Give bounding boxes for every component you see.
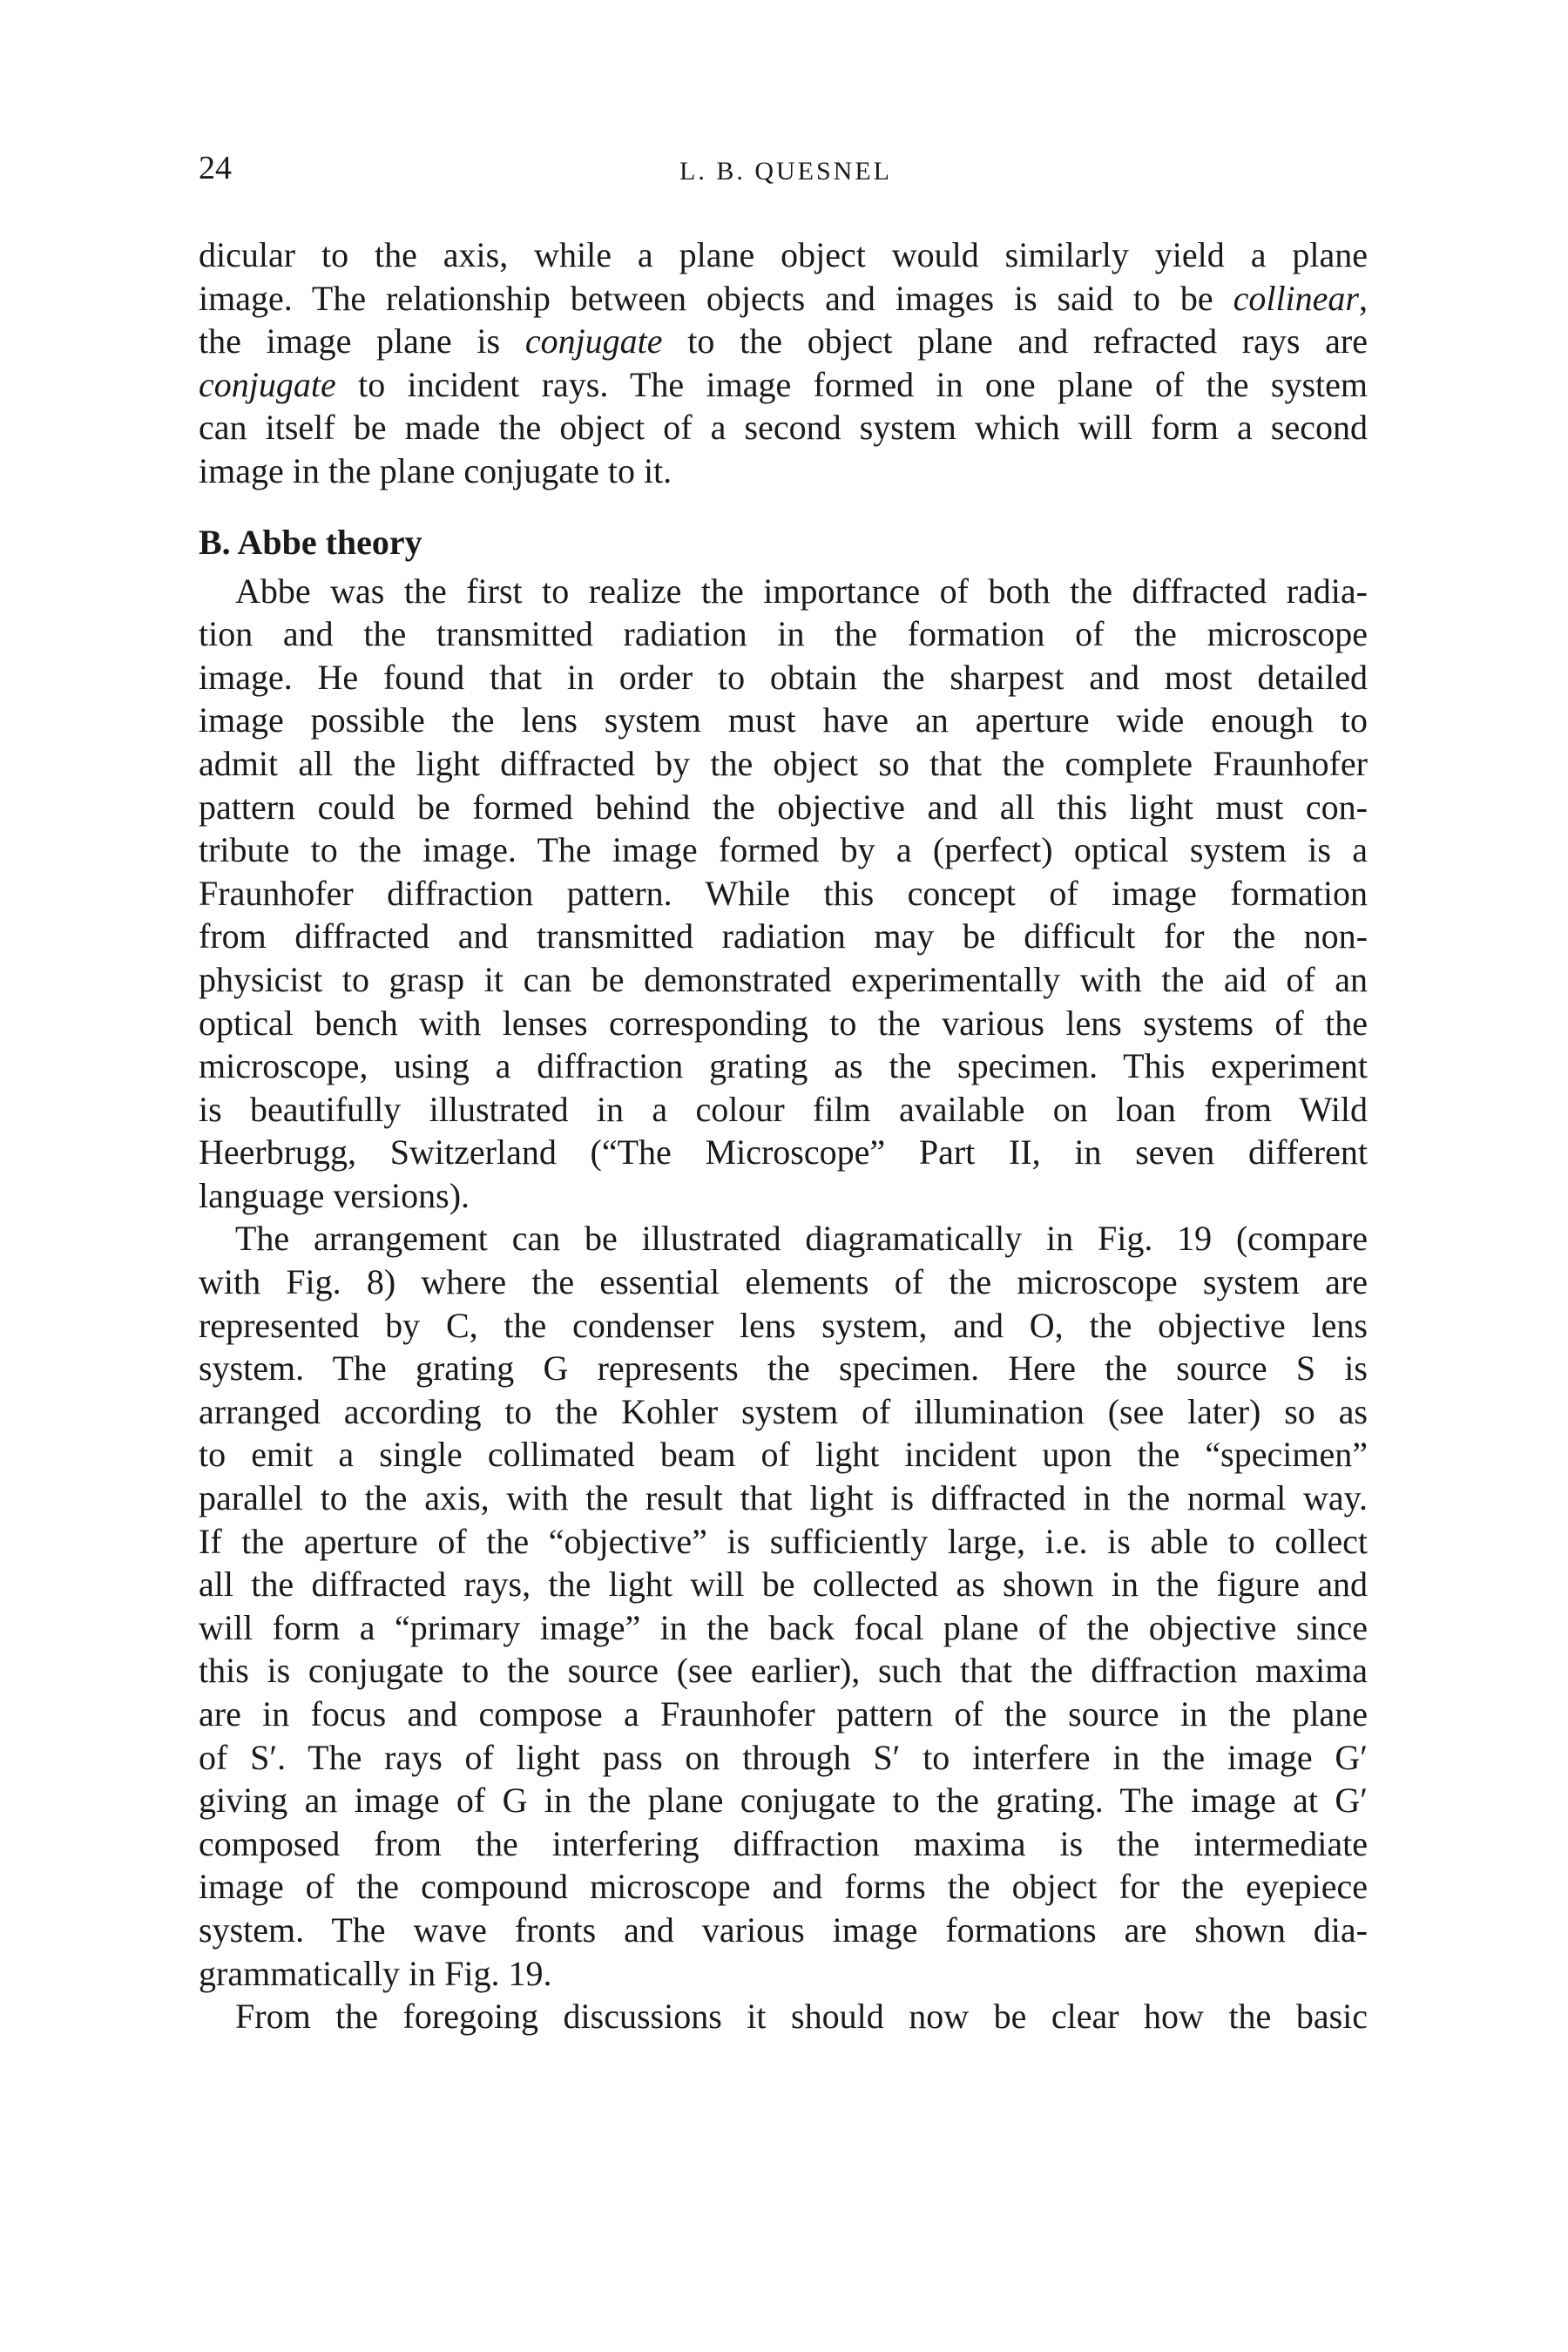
running-title: L. B. QUESNEL	[679, 157, 892, 186]
text-line: If the aperture of the “objective” is sufficiently large, i.e. is able to collect	[199, 1521, 1368, 1561]
italic-term: collinear	[1233, 278, 1359, 318]
text-line: conjugate to incident rays. The image formed in one plane of the system	[199, 364, 1368, 404]
italic-term: conjugate	[199, 364, 336, 404]
text-line: of S′. The rays of light pass on through S′ to interfere in the image G′	[199, 1737, 1368, 1777]
text-line: language versions).	[199, 1175, 470, 1215]
text-line: will form a “primary image” in the back focal plane of the objective since	[199, 1607, 1368, 1647]
text-line: system. The wave fronts and various image formations are shown dia-	[199, 1909, 1368, 1950]
running-head	[0, 146, 1568, 190]
text-line: image. The relationship between objects and images is said to be collinear,	[199, 278, 1368, 318]
text-line: all the diffracted rays, the light will be collected as shown in the figure and	[199, 1565, 1368, 1605]
text-line: image in the plane conjugate to it.	[199, 450, 672, 490]
text-line: system. The grating G represents the specimen. Here the source S is	[199, 1348, 1368, 1389]
text-line: are in focus and compose a Fraunhofer pattern of the source in the plane	[199, 1694, 1368, 1734]
text-line: the image plane is conjugate to the object plane and refracted rays are	[199, 321, 1368, 362]
text-line: from diffracted and transmitted radiation may be difficult for the non-	[199, 916, 1368, 956]
text-line: image possible the lens system must have an aperture wide enough to	[199, 700, 1368, 740]
paragraph-2	[199, 570, 1368, 1218]
page-number: 24	[199, 150, 232, 186]
text-line: pattern could be formed behind the objective and all this light must con-	[199, 787, 1368, 827]
section-heading: B. Abbe theory	[199, 522, 422, 562]
text-line: tion and the transmitted radiation in the formation of the microscope	[199, 614, 1368, 654]
paragraph-4	[199, 1995, 1368, 2038]
text-line: parallel to the axis, with the result that light is diffracted in the normal way.	[199, 1478, 1368, 1518]
text-line: this is conjugate to the source (see earlier), such that the diffraction maxima	[199, 1651, 1368, 1691]
text-line: represented by C, the condenser lens system, and O, the objective lens	[199, 1305, 1368, 1345]
text-line: From the foregoing discussions it should now be clear how the basic	[235, 1997, 1368, 2037]
text-line: admit all the light diffracted by the object so that the complete Fraunhofer	[199, 743, 1368, 783]
text-line: with Fig. 8) where the essential elements of the microscope system are	[199, 1262, 1368, 1302]
paragraph-3	[199, 1217, 1368, 1995]
text-line: dicular to the axis, while a plane object would similarly yield a plane	[199, 235, 1368, 274]
paragraph-1	[199, 233, 1368, 493]
text-line: composed from the interfering diffraction maxima is the intermediate	[199, 1823, 1368, 1863]
text-line: is beautifully illustrated in a colour film available on loan from Wild	[199, 1089, 1368, 1129]
text-line: Abbe was the first to realize the importance of both the diffracted radia-	[235, 571, 1368, 611]
text-line: arranged according to the Kohler system of illumination (see later) so as	[199, 1391, 1368, 1431]
text-line: The arrangement can be illustrated diagramatically in Fig. 19 (compare	[235, 1219, 1368, 1259]
italic-term: conjugate	[524, 321, 663, 362]
text-line: optical bench with lenses corresponding to the various lens systems of the	[199, 1003, 1368, 1043]
text-line: physicist to grasp it can be demonstrated experimentally with the aid of an	[199, 959, 1368, 999]
text-line: giving an image of G in the plane conjugate to the grating. The image at G′	[199, 1781, 1368, 1821]
text-line: tribute to the image. The image formed by a (perfect) optical system is a	[199, 830, 1368, 870]
text-line: image. He found that in order to obtain the sharpest and most detailed	[199, 657, 1368, 697]
text-line: to emit a single collimated beam of light incident upon the “specimen”	[199, 1435, 1368, 1475]
text-line: grammatically in Fig. 19.	[199, 1953, 552, 1993]
text-line: image of the compound microscope and forms the object for the eyepiece	[199, 1867, 1368, 1907]
text-line: can itself be made the object of a second system which will form a second	[199, 408, 1368, 448]
body-text	[199, 233, 1368, 2038]
text-line: Heerbrugg, Switzerland (“The Microscope” Part II, in seven different	[199, 1132, 1368, 1173]
text-line: Fraunhofer diffraction pattern. While this concept of image formation	[199, 873, 1368, 913]
text-line: microscope, using a diffraction grating as the specimen. This experiment	[199, 1046, 1368, 1086]
